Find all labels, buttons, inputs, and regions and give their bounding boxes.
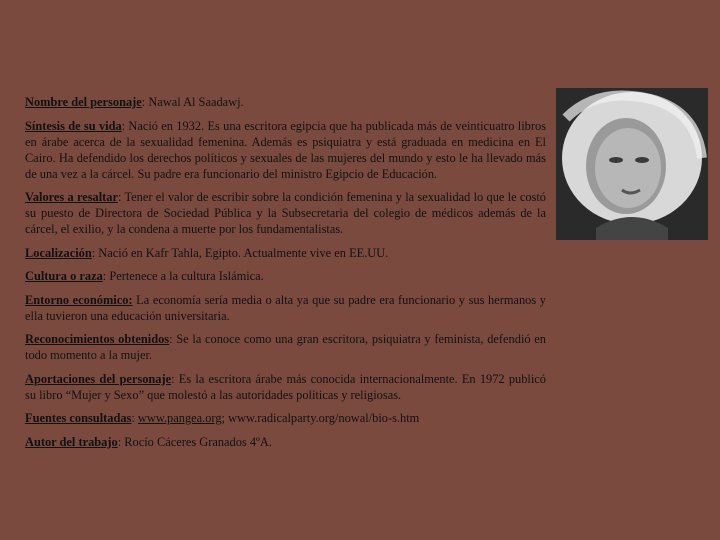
value-valores: : Tener el valor de escribir sobre la condición femenina y la sexualidad lo que le costó su puesto de Directora de Sociedad Pública y la Subsecretaria del colegio de médicos además de la cárcel, el exilio, y la condena a muerte por los fundamentalistas. xyxy=(25,190,546,236)
value-reconocimientos: : Se la conoce como una gran escritora, psiquiatra y feminista, defendió en todo momento a la mujer. xyxy=(25,332,546,362)
entry-localizacion xyxy=(25,245,546,261)
entry-aportaciones xyxy=(25,371,546,403)
label-fuentes: Fuentes consultadas xyxy=(25,411,132,425)
sources-rest: ; www.radicalparty.org/nowal/bio-s.htm xyxy=(221,411,420,425)
entry-nombre xyxy=(25,94,546,110)
portrait-image xyxy=(556,88,708,240)
biography-text xyxy=(25,94,546,457)
entry-reconocimientos xyxy=(25,331,546,363)
label-valores: Valores a resaltar xyxy=(25,190,118,204)
value-entorno: La economía sería media o alta ya que su padre era funcionario y sus hermanos y ella tuvieron una educación universitaria. xyxy=(25,292,546,323)
value-aportaciones: : Es la escritora árabe más conocida internacionalmente. En 1972 publicó su libro “Mujer y Sexo” que molestó a las autoridades políticas y religiosas. xyxy=(25,371,546,402)
sources-separator: : xyxy=(131,411,138,425)
value-nombre: : Nawal Al Saadawj. xyxy=(141,95,244,109)
entry-entorno xyxy=(25,292,546,324)
label-cultura: Cultura o raza xyxy=(25,269,103,283)
label-nombre: Nombre del personaje xyxy=(25,95,142,109)
value-autor: : Rocío Cáceres Granados 4ºA. xyxy=(117,434,272,449)
entry-cultura xyxy=(25,268,546,284)
pangea-link[interactable]: www.pangea.org xyxy=(137,411,222,425)
value-cultura: : Pertenece a la cultura Islámica. xyxy=(102,269,264,283)
entry-autor xyxy=(25,434,546,450)
label-reconocimientos: Reconocimientos obtenidos xyxy=(25,332,170,346)
label-entorno: Entorno económico: xyxy=(25,292,133,307)
label-autor: Autor del trabajo xyxy=(25,434,118,449)
entry-valores xyxy=(25,189,546,237)
value-localizacion: : Nació en Kafr Tahla, Egipto. Actualmente vive en EE.UU. xyxy=(91,245,389,260)
entry-sintesis xyxy=(25,118,546,182)
entry-fuentes xyxy=(25,410,546,426)
label-localizacion: Localización xyxy=(25,245,92,260)
label-sintesis: Síntesis de su vida xyxy=(25,118,122,133)
value-sintesis: : Nació en 1932. Es una escritora egipcia que ha publicada más de veinticuatro libros en árabe acerca de la sexualidad femenina. Además es psiquiatra y está graduada en medicina en El Cairo. Ha defendido los derechos políticos y sexuales de las mujeres del mundo y esto le ha llevado más de una vez a la cárcel. Su padre era funcionario del ministro Egipcio de Educación. xyxy=(25,118,546,181)
label-aportaciones: Aportaciones del personaje xyxy=(25,371,172,386)
portrait-photo xyxy=(556,88,708,240)
